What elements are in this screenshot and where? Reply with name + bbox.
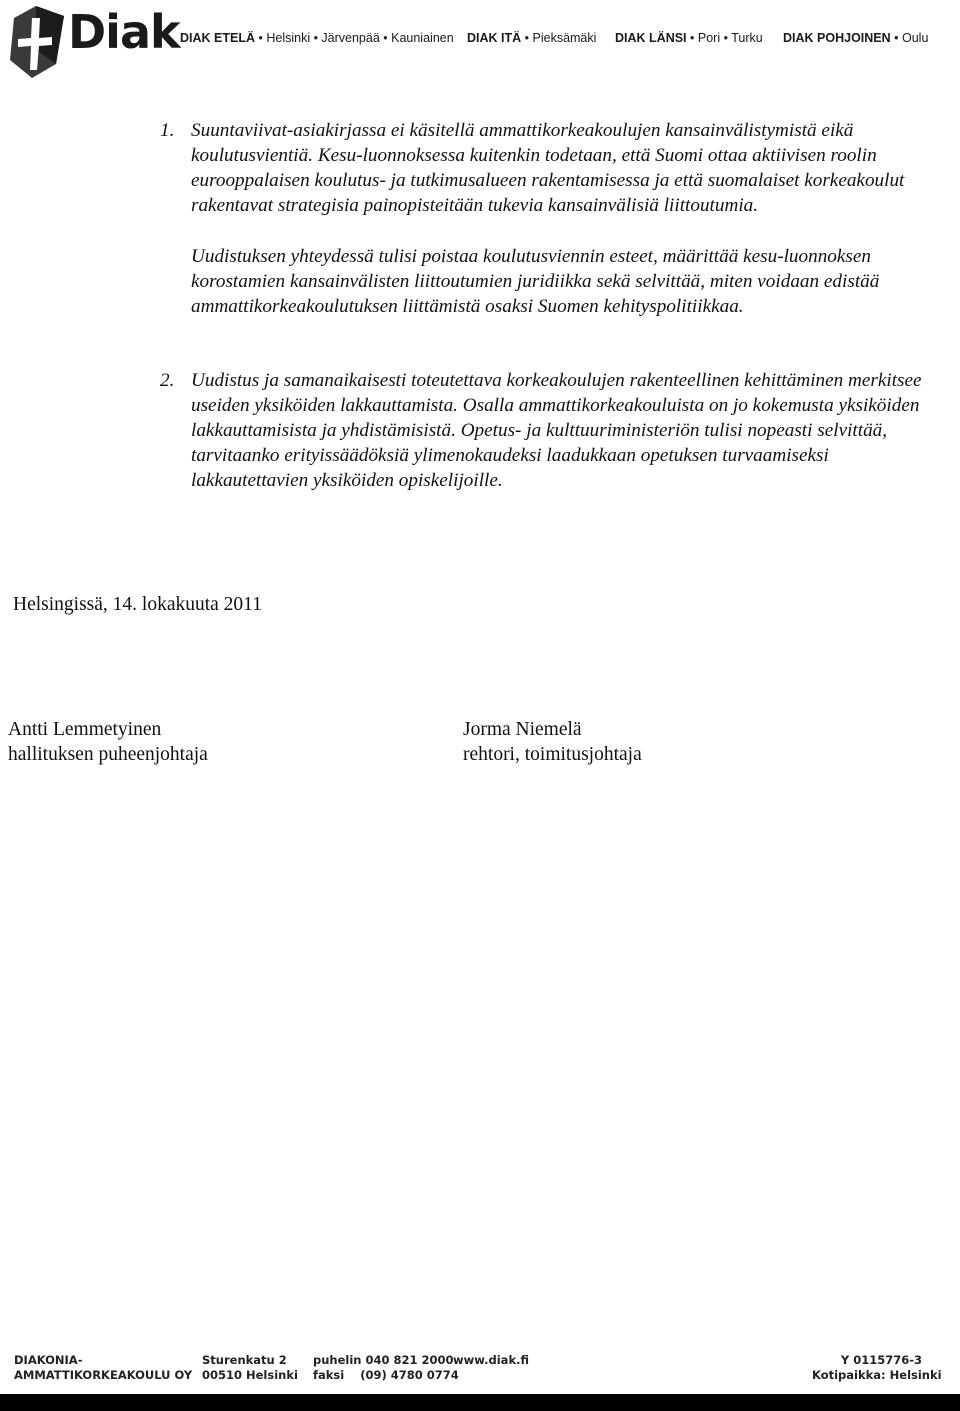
signature-title: hallituksen puheenjohtaja bbox=[8, 744, 208, 765]
campus-north bbox=[783, 30, 928, 46]
footer-bar bbox=[0, 1394, 960, 1411]
campus-cities: • Helsinki • Järvenpää • Kauniainen bbox=[258, 31, 454, 45]
website-link[interactable]: www.diak.fi bbox=[453, 1353, 529, 1367]
org-line-1: DIAKONIA- bbox=[14, 1353, 83, 1367]
phone-number: puhelin 040 821 2000 bbox=[313, 1353, 454, 1367]
footer-web bbox=[453, 1353, 529, 1368]
campus-region: DIAK ITÄ bbox=[467, 31, 522, 45]
footer-company-info bbox=[812, 1353, 942, 1383]
item-number: 2. bbox=[160, 370, 175, 391]
item-1-paragraph-2: Uudistuksen yhteydessä tulisi poistaa koulutusviennin esteet, määrittää kesu-luonnoksen korostamien kansainvälisten liittoutumien juridiikka sekä selvittää, miten voidaan edistää ammattikorkeakoulutuksen liittämistä osaksi Suomen kehityspolitiikkaa. bbox=[191, 246, 880, 317]
signature-name: Antti Lemmetyinen bbox=[8, 719, 162, 740]
item-text: Uudistus ja samanaikaisesti toteutettava korkeakoulujen rakenteellinen kehittäminen merkitsee useiden yksiköiden lakkauttamista. Osalla ammattikorkeakouluista on jo kokemusta yksiköiden lakkauttamisista ja yhdistämisistä. Opetus- ja kulttuuriministeriön tulisi nopeasti selvittää, tarvitaanko erityissäädöksiä ylimenokaudeksi laadukkaan opetuksen turvaamiseksi lakkautettavien yksiköiden opiskelijoille. bbox=[191, 370, 922, 491]
item-number: 1. bbox=[160, 120, 175, 141]
footer-organization bbox=[14, 1353, 192, 1383]
campus-cities: • Oulu bbox=[894, 31, 929, 45]
signature-name: Jorma Niemelä bbox=[463, 719, 582, 740]
campus-east bbox=[467, 30, 596, 46]
campus-cities: • Pieksämäki bbox=[524, 31, 597, 45]
street-address: Sturenkatu 2 bbox=[202, 1353, 287, 1367]
campus-region: DIAK POHJOINEN bbox=[783, 31, 891, 45]
diak-logo-icon bbox=[6, 4, 68, 80]
footer-address bbox=[202, 1353, 298, 1383]
postal-address: 00510 Helsinki bbox=[202, 1368, 298, 1382]
campus-cities: • Pori • Turku bbox=[690, 31, 763, 45]
campus-south bbox=[180, 30, 454, 46]
footer-contact bbox=[313, 1353, 459, 1383]
campus-region: DIAK ETELÄ bbox=[180, 31, 255, 45]
fax-number: faksi (09) 4780 0774 bbox=[313, 1368, 459, 1382]
place-date: Helsingissä, 14. lokakuuta 2011 bbox=[13, 594, 262, 615]
item-text: Suuntaviivat-asiakirjassa ei käsitellä ammattikorkeakoulujen kansainvälistymistä eikä koulutusvientiä. Kesu-luonnoksessa kuitenkin todetaan, että Suomi ottaa aktiivisen roolin eurooppalaisen koulutus- ja tutkimusalueen rakentamisessa ja että suomalaiset korkeakoulut rakentavat strategisia painopisteitään tukevia kansainvälisiä liittoutumia. bbox=[191, 120, 905, 216]
business-id: Y 0115776-3 bbox=[840, 1353, 922, 1367]
domicile: Kotipaikka: Helsinki bbox=[812, 1368, 942, 1382]
signature-title: rehtori, toimitusjohtaja bbox=[463, 744, 642, 765]
letterhead bbox=[0, 0, 960, 80]
campus-region: DIAK LÄNSI bbox=[615, 31, 687, 45]
org-line-2: AMMATTIKORKEAKOULU OY bbox=[14, 1368, 193, 1382]
logo-text: Diak bbox=[68, 5, 180, 59]
campus-west bbox=[615, 30, 763, 46]
